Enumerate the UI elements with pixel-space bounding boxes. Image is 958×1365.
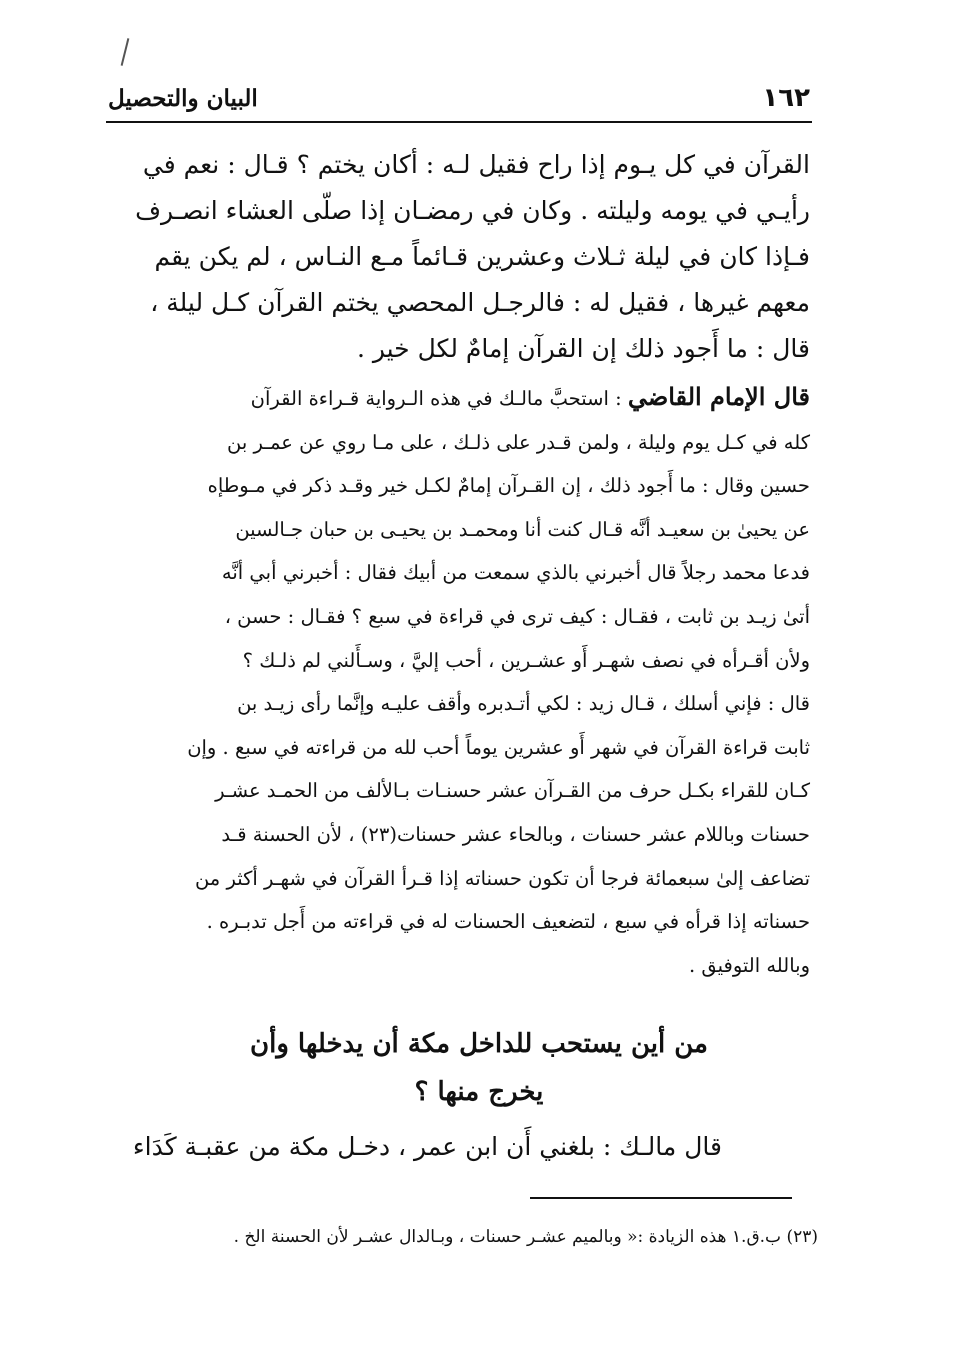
text-line: القرآن في كل يـوم إذا راح فقيل لـه : أكان يختم ؟ قـال : نعم في — [142, 150, 810, 179]
text-line: كله في كـل يوم وليلة ، ولمن قـدر على ذلـك ، على مـا روي عن عمـر بن — [227, 430, 810, 454]
text-line: حسنات وباللام عشر حسنات ، وبالحاء عشر حسنات(٢٣) ، لأن الحسنة قـد — [221, 822, 810, 846]
opening-text — [104, 142, 810, 372]
text-line: عن يحيىٰ بن سعيـد أنَّه قـال كنت أنا ومحمـد بن يحيـى بن حبان جـالسين — [235, 517, 810, 541]
page-number: ١٦٢ — [762, 83, 810, 113]
text-line: حسناته إذا قرأه في سبع ، لتضعيف الحسنات له في قراءته من أَجل تدبـره . — [206, 910, 810, 934]
text-line: كـان للقراء بكـل حرف من القـرآن عشر حسنـات بـالألف من الحمـد عشـر — [215, 779, 810, 803]
commentary-lead: قال الإمام القاضي — [627, 382, 810, 411]
heading-line: يخرج منها ؟ — [414, 1077, 544, 1107]
running-title: البيان والتحصيل — [108, 84, 258, 112]
section-heading — [200, 1020, 758, 1116]
text-line: فـإذا كان في ليلة ثـلاث وعشرين قـائماً مـع النـاس ، لم يكن يقم — [154, 242, 810, 271]
heading-line: من أين يستحب للداخل مكة أن يدخلها وأن — [250, 1029, 708, 1059]
text-line: أتىٰ زيـد بن ثابت ، فقـال : كيف ترى في قراءة في سبع ؟ فقـال : حسن ، — [224, 604, 810, 628]
text-line: ولأن أقـرأه في نصف شهـر أَو عشـرين ، أحب إليَّ ، وسـأَلني لم ذلـك ؟ — [242, 648, 810, 672]
text-line: قال : فإني أسلك ، قـال زيد : لكي أتـدبره وأقف عليـه وإنَّما رأى زيـد بن — [237, 692, 810, 716]
text-line: معهم غيرها ، فقيل له : فالرجـل المحصي يختم القرآن كـل ليلة ، — [150, 288, 810, 317]
text-line: وبالله التوفيق . — [688, 953, 810, 977]
text-line: ثابت قراءة القرآن في شهر أَو عشرين يوماً أحب لله من قراءته في سبع . وإن — [187, 735, 810, 759]
text-line-rest: : استحبَّ مالـك في هذه الـرواية قـراءة القرآن — [250, 387, 622, 410]
footnote-rule — [530, 1197, 792, 1199]
text-line: حسين وقال : ما أَجود ذلك ، إن القـرآن إمامٌ لكـل خير وقـد ذكر في مـوطإه — [207, 474, 810, 498]
text-line — [104, 375, 810, 421]
commentary-text — [104, 375, 810, 987]
footnote: (٢٣) ب.ق.١ هذه الزيادة :« وبالميم عشـر حسنات ، وبـالدال عشـر لأن الحسنة الخ . — [233, 1227, 818, 1247]
text-line: رأيـي في يومه وليلته . وكان في رمضـان إذا صلّى العشاء انصـرف — [135, 196, 810, 225]
page-header — [108, 80, 810, 116]
text-line: قال : ما أَجود ذلك إن القرآن إمامٌ لكل خير . — [356, 334, 810, 363]
text-line: فدعا محمد رجلاً قال أخبرني بالذي سمعت من أبيك فقال : أخبرني أبي أنَّه — [221, 561, 810, 585]
header-rule — [106, 121, 812, 123]
text-line: تضاعف إلىٰ سبعمائة فرجا أن تكون حسناته إذا قـرأ القرآن في شهـر أكثر من — [194, 866, 810, 890]
final-paragraph: قال مالـك : بلغني أَن ابن عمر ، دخـل مكة من عقبـة كَدَاء — [132, 1132, 722, 1161]
margin-mark — [121, 38, 130, 66]
